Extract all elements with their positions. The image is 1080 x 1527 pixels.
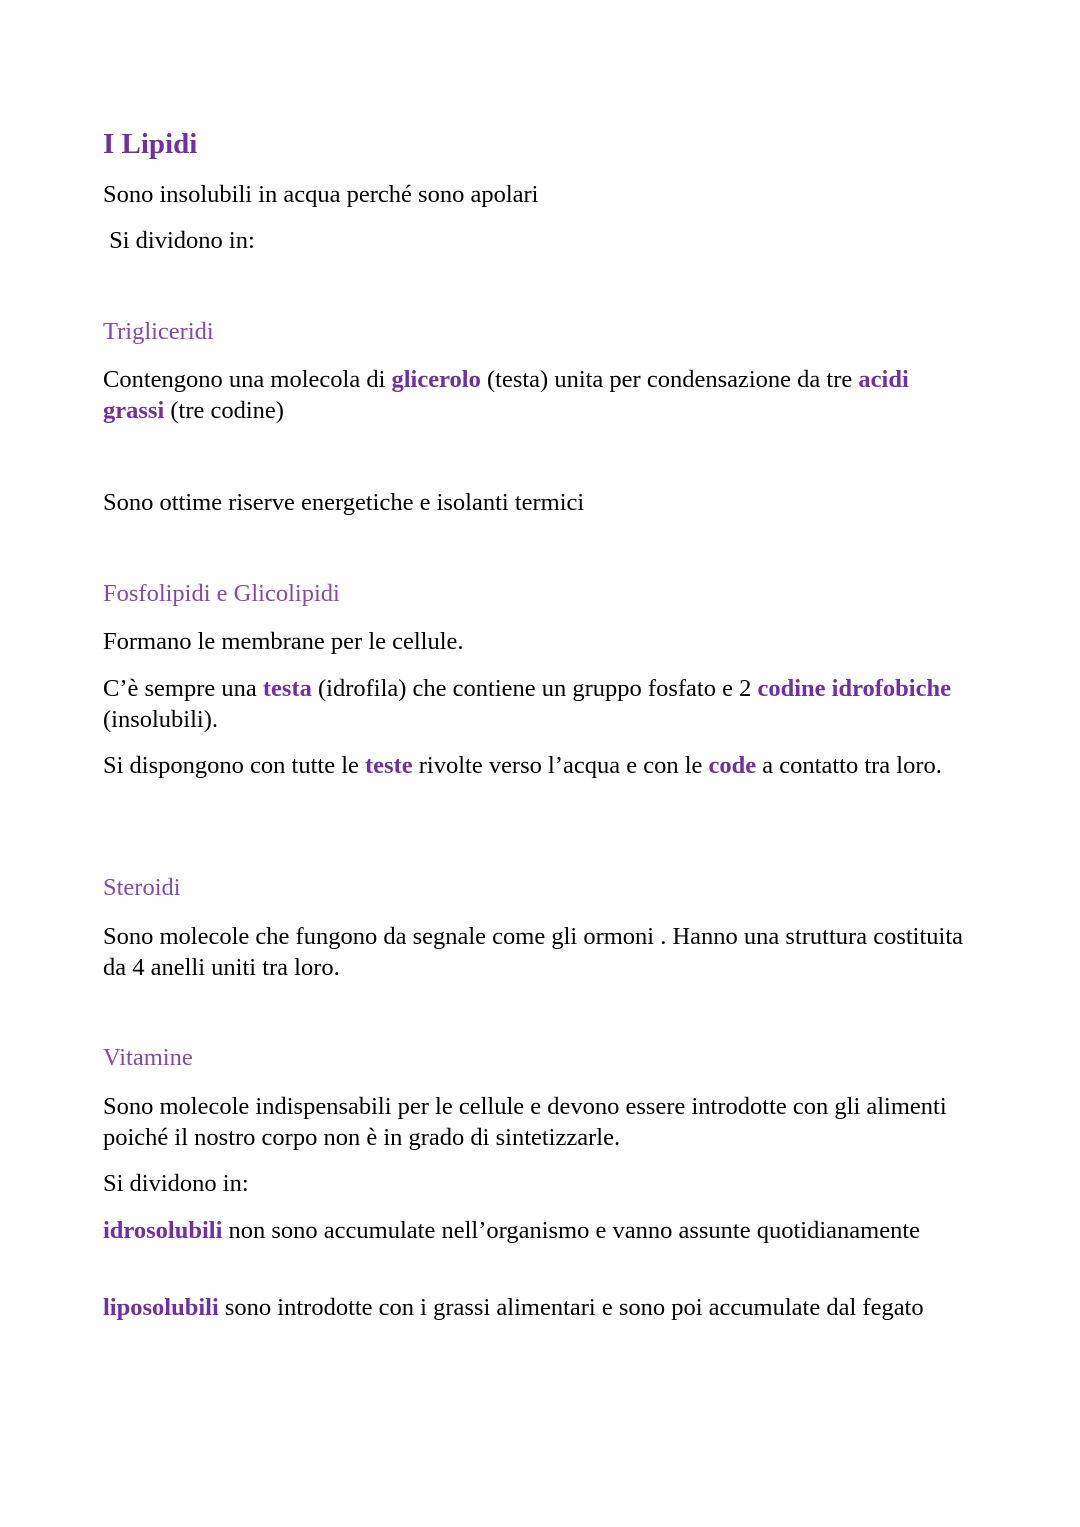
trigliceridi-paragraph-1	[103, 364, 973, 426]
keyword-testa: testa	[262, 675, 312, 702]
steroidi-paragraph-1: Sono molecole che fungono da segnale come gli ormoni . Hanno una struttura costituita da 4 anelli uniti tra loro.	[103, 923, 964, 981]
vitamine-paragraph-liposolubili	[103, 1292, 973, 1323]
keyword-code: code	[708, 752, 757, 779]
intro-line-2: Si dividono in:	[103, 227, 255, 254]
keyword-liposolubili: liposolubili	[103, 1294, 219, 1321]
keyword-glicerolo: glicerolo	[391, 366, 481, 393]
fosfolipidi-paragraph-2	[103, 673, 973, 735]
page-title: I Lipidi	[103, 128, 198, 160]
text-fragment: (testa) unita per condensazione da tre	[480, 366, 859, 393]
vitamine-paragraph-2: Si dividono in:	[103, 1170, 249, 1197]
text-fragment: a contatto tra loro.	[756, 752, 942, 779]
keyword-acidi-grassi: acidi grassi	[103, 366, 909, 424]
keyword-idrosolubili: idrosolubili	[103, 1217, 223, 1244]
fosfolipidi-paragraph-1: Formano le membrane per le cellule.	[103, 628, 464, 655]
text-fragment: rivolte verso l’acqua e con le	[412, 752, 709, 779]
keyword-teste: teste	[365, 752, 413, 779]
text-fragment: C’è sempre una	[103, 675, 263, 702]
intro-line-1: Sono insolubili in acqua perché sono apolari	[103, 181, 539, 208]
keyword-codine-idrofobiche: codine idrofobiche	[757, 675, 951, 702]
text-fragment: (tre codine)	[164, 397, 284, 424]
text-fragment: Contengono una molecola di	[103, 366, 392, 393]
text-fragment: (idrofila) che contiene un gruppo fosfato e 2	[311, 675, 758, 702]
section-heading-trigliceridi: Trigliceridi	[103, 318, 214, 345]
vitamine-paragraph-1: Sono molecole indispensabili per le cellule e devono essere introdotte con gli alimenti poiché il nostro corpo non è in grado di sintetizzarle.	[103, 1093, 947, 1151]
section-heading-steroidi: Steroidi	[103, 874, 181, 901]
text-fragment: Si dispongono con tutte le	[103, 752, 365, 779]
text-fragment: non sono accumulate nell’organismo e vanno assunte quotidianamente	[222, 1217, 921, 1244]
section-heading-fosfolipidi: Fosfolipidi e Glicolipidi	[103, 580, 340, 607]
text-fragment: (insolubili).	[103, 706, 219, 733]
vitamine-paragraph-idrosolubili	[103, 1215, 973, 1246]
text-fragment: sono introdotte con i grassi alimentari e sono poi accumulate dal fegato	[218, 1294, 924, 1321]
fosfolipidi-paragraph-3	[103, 750, 973, 781]
trigliceridi-paragraph-2: Sono ottime riserve energetiche e isolanti termici	[103, 489, 585, 516]
section-heading-vitamine: Vitamine	[103, 1044, 193, 1071]
